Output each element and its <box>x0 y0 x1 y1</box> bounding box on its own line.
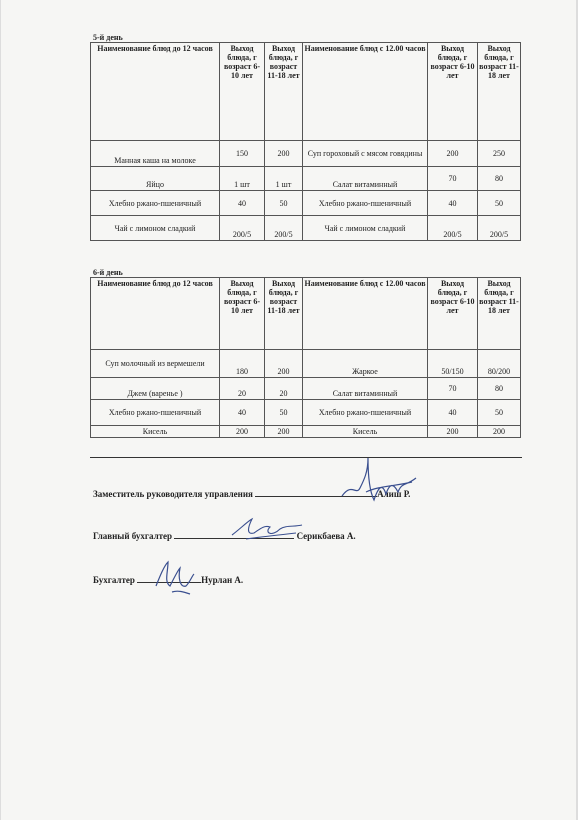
header-output-11-18-b: Выход блюда, г возраст 11-18 лет <box>478 43 521 141</box>
deputy-signature <box>338 452 420 508</box>
dish-before-12: Суп молочный из вермешели <box>91 350 220 378</box>
output-6-10-b: 40 <box>428 191 478 216</box>
signature-line-chief <box>93 530 356 541</box>
dish-after-12: Хлебно ржано-пшеничный <box>303 191 428 216</box>
table-row <box>91 426 521 438</box>
header-output-6-10-b: Выход блюда, г возраст 6-10 лет <box>428 278 478 350</box>
deputy-name: Алиш Р. <box>377 489 411 499</box>
dish-after-12: Суп гороховый с мясом говядины <box>303 141 428 167</box>
output-11-18-b: 80 <box>478 378 521 400</box>
dish-before-12: Кисель <box>91 426 220 438</box>
dish-before-12: Яйцо <box>91 167 220 191</box>
output-6-10-b: 70 <box>428 167 478 191</box>
day5-header-row <box>91 43 521 141</box>
accountant-label: Бухгалтер <box>93 575 135 585</box>
dish-after-12: Хлебно ржано-пшеничный <box>303 400 428 426</box>
output-11-18-b: 80 <box>478 167 521 191</box>
accountant-name: Нурлан А. <box>201 575 244 585</box>
output-11-18-b: 50 <box>478 191 521 216</box>
separator-line <box>90 457 522 458</box>
table-row <box>91 216 521 241</box>
output-6-10: 150 <box>220 141 265 167</box>
header-output-6-10: Выход блюда, г возраст 6-10 лет <box>220 43 265 141</box>
header-name-before-12: Наименование блюд до 12 часов <box>91 43 220 141</box>
day6-header-row <box>91 278 521 350</box>
output-6-10: 40 <box>220 191 265 216</box>
chief-signature <box>228 515 308 543</box>
output-6-10: 40 <box>220 400 265 426</box>
output-11-18: 200 <box>265 426 303 438</box>
table-row <box>91 350 521 378</box>
table-row <box>91 191 521 216</box>
header-name-after-12: Наименование блюд с 12.00 часов <box>303 278 428 350</box>
output-6-10: 200/5 <box>220 216 265 241</box>
output-11-18-b: 250 <box>478 141 521 167</box>
day5-title: 5-й день <box>93 33 123 42</box>
output-6-10-b: 200 <box>428 141 478 167</box>
output-11-18-b: 80/200 <box>478 350 521 378</box>
day6-title: 6-й день <box>93 268 123 277</box>
day6-menu-table <box>90 277 521 438</box>
output-11-18: 20 <box>265 378 303 400</box>
output-6-10-b: 200 <box>428 426 478 438</box>
dish-after-12: Чай с лимоном сладкий <box>303 216 428 241</box>
output-11-18-b: 200/5 <box>478 216 521 241</box>
output-6-10: 200 <box>220 426 265 438</box>
header-output-6-10: Выход блюда, г возраст 6-10 лет <box>220 278 265 350</box>
header-output-11-18: Выход блюда, г возраст 11-18 лет <box>265 278 303 350</box>
header-output-6-10-b: Выход блюда, г возраст 6-10 лет <box>428 43 478 141</box>
output-11-18: 200/5 <box>265 216 303 241</box>
output-11-18-b: 50 <box>478 400 521 426</box>
output-6-10-b: 40 <box>428 400 478 426</box>
output-6-10: 20 <box>220 378 265 400</box>
deputy-label: Заместитель руководителя управления <box>93 489 253 499</box>
dish-before-12: Хлебно ржано-пшеничный <box>91 191 220 216</box>
dish-after-12: Салат витаминный <box>303 167 428 191</box>
dish-after-12: Салат витаминный <box>303 378 428 400</box>
output-6-10-b: 50/150 <box>428 350 478 378</box>
chief-name: Серикбаева А. <box>296 531 356 541</box>
dish-before-12: Джем (варенье ) <box>91 378 220 400</box>
output-6-10: 180 <box>220 350 265 378</box>
header-output-11-18-b: Выход блюда, г возраст 11-18 лет <box>478 278 521 350</box>
header-name-after-12: Наименование блюд с 12.00 часов <box>303 43 428 141</box>
table-row <box>91 167 521 191</box>
output-11-18: 1 шт <box>265 167 303 191</box>
dish-before-12: Хлебно ржано-пшеничный <box>91 400 220 426</box>
header-name-before-12: Наименование блюд до 12 часов <box>91 278 220 350</box>
chief-label: Главный бухгалтер <box>93 531 173 541</box>
output-11-18: 200 <box>265 350 303 378</box>
output-6-10-b: 200/5 <box>428 216 478 241</box>
output-6-10-b: 70 <box>428 378 478 400</box>
accountant-signature <box>150 556 200 598</box>
output-11-18: 50 <box>265 400 303 426</box>
table-row <box>91 141 521 167</box>
dish-after-12: Кисель <box>303 426 428 438</box>
output-11-18: 200 <box>265 141 303 167</box>
output-11-18-b: 200 <box>478 426 521 438</box>
dish-after-12: Жаркое <box>303 350 428 378</box>
scan-edge-left <box>0 0 1 820</box>
output-11-18: 50 <box>265 191 303 216</box>
output-6-10: 1 шт <box>220 167 265 191</box>
table-row <box>91 400 521 426</box>
dish-before-12: Чай с лимоном сладкий <box>91 216 220 241</box>
dish-before-12: Манная каша на молоке <box>91 141 220 167</box>
header-output-11-18: Выход блюда, г возраст 11-18 лет <box>265 43 303 141</box>
table-row <box>91 378 521 400</box>
day5-menu-table <box>90 42 521 241</box>
